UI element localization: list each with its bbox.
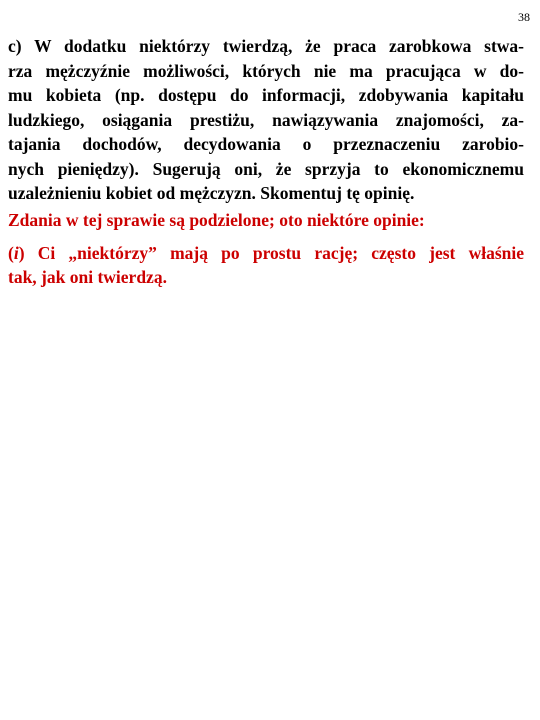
answer-item	[8, 241, 524, 289]
marker-letter: i	[13, 243, 19, 263]
answer-intro: Zdania w tej sprawie są podzielone; oto niektóre opinie:	[8, 210, 425, 230]
answer-item-marker	[8, 243, 25, 263]
question-line: uzależnieniu kobiet od mężczyzn. Skomentuj tę opinię.	[8, 183, 415, 203]
marker-close: )	[18, 243, 25, 263]
question-line: rza mężczyźnie możliwości, których nie ma pracująca w do-	[8, 60, 524, 81]
question-paragraph	[8, 34, 524, 206]
marker-open: (	[8, 243, 14, 263]
question-line: nych pieniędzy). Sugerują oni, że sprzyja to ekonomicznemu	[8, 158, 524, 179]
question-line: ludzkiego, osiągania prestiżu, nawiązywania znajomości, za-	[8, 109, 524, 130]
page-number: 38	[518, 10, 530, 24]
question-line: tajania dochodów, decydowania o przeznaczeniu zarobio-	[8, 134, 524, 154]
question-line: c) W dodatku niektórzy twierdzą, że praca zarobkowa stwa-	[8, 36, 524, 56]
answer-item-line: tak, jak oni twierdzą.	[8, 267, 167, 287]
answer-item-text: Ci „niektórzy” mają po prostu rację; często jest właśnie	[37, 243, 525, 263]
question-line: mu kobieta (np. dostępu do informacji, zdobywania kapitału	[8, 85, 524, 105]
answer-item-line	[8, 241, 524, 265]
